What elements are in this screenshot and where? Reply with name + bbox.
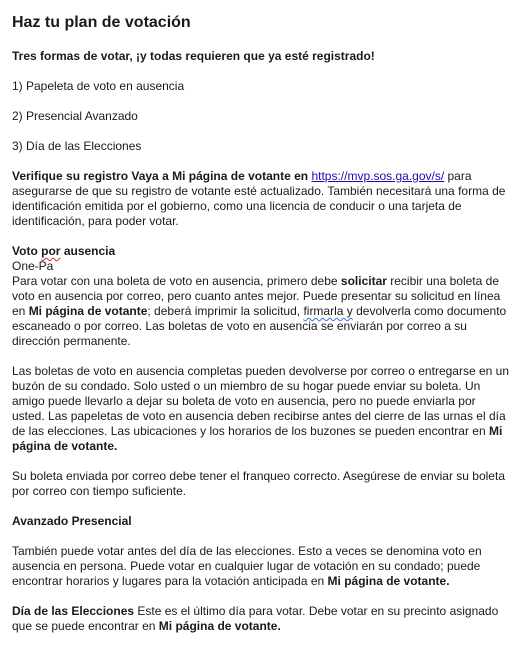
absentee-subheading: One-Pa xyxy=(12,259,54,273)
mvp-link[interactable]: https://mvp.sos.ga.gov/s/ xyxy=(311,169,445,183)
firmarla-text: firmarla y xyxy=(303,304,353,318)
election-day-paragraph: Día de las Elecciones Este es el último día para votar. Debe votar en su precinto asignado que se puede encontrar en Mi página de votante. xyxy=(12,604,499,633)
mvp-text-1: Mi página de votante xyxy=(28,304,148,318)
early-heading: Avanzado Presencial xyxy=(12,514,132,528)
mvp-text-4: Mi página de votante. xyxy=(158,619,281,633)
election-day-lead: Día de las Elecciones xyxy=(12,604,135,618)
verify-rest: para asegurarse de que su registro de votante esté actualizado. También necesitará una forma de identificación emitida por el gobierno, como una licencia de conducir o una tarjeta de identificación, para poder votar. xyxy=(12,169,506,228)
absentee-paragraph-1: Para votar con una boleta de voto en ausencia, primero debe solicitar recibir una boleta de voto en ausencia por correo, pero cuanto antes mejor. Puede presentar su solicitud en línea en Mi página de votante; deberá imprimir la solicitud, firmarla y devolverla como documento escaneado o por correo. Las boletas de voto en ausencia se enviarán por correo a su dirección permanente. xyxy=(12,274,507,348)
absentee-paragraph-3: Su boleta enviada por correo debe tener el franqueo correcto. Asegúrese de enviar su boleta por correo con tiempo suficiente. xyxy=(12,469,505,498)
early-paragraph: También puede votar antes del día de las elecciones. Esto a veces se denomina voto en ausencia en persona. Puede votar en cualquier lugar de votación en su condado; puede encontrar horarios y lugares para la votación anticipada en Mi página de votante. xyxy=(12,544,482,588)
verify-paragraph xyxy=(12,169,511,229)
option-early-in-person: 2) Presencial Avanzado xyxy=(12,109,138,123)
page-title: Haz tu plan de votación xyxy=(12,14,191,31)
mvp-text-2: Mi página de votante. xyxy=(12,424,503,453)
mvp-text-3: Mi página de votante. xyxy=(327,574,450,588)
intro-text: Tres formas de votar, ¡y todas requieren que ya esté registrado! xyxy=(12,49,375,63)
absentee-paragraph-2: Las boletas de voto en ausencia completas pueden devolverse por correo o entregarse en un buzón de su condado. Solo usted o un miembro de su hogar puede enviar su boleta. Un amigo puede llevarlo a dejar su boleta de voto en ausencia, pero no puede enviarla por usted. Las papeletas de voto en ausencia deben recibirse antes del cierre de las urnas el día de las elecciones. Las ubicaciones y los horarios de los buzones se pueden encontrar en Mi página de votante. xyxy=(12,364,509,453)
solicitar-text: solicitar xyxy=(340,274,387,288)
absentee-heading: Voto por ausencia xyxy=(12,244,116,258)
option-election-day: 3) Día de las Elecciones xyxy=(12,139,142,153)
option-absentee: 1) Papeleta de voto en ausencia xyxy=(12,79,185,93)
verify-lead: Verifique su registro Vaya a Mi página de votante en xyxy=(12,169,309,183)
